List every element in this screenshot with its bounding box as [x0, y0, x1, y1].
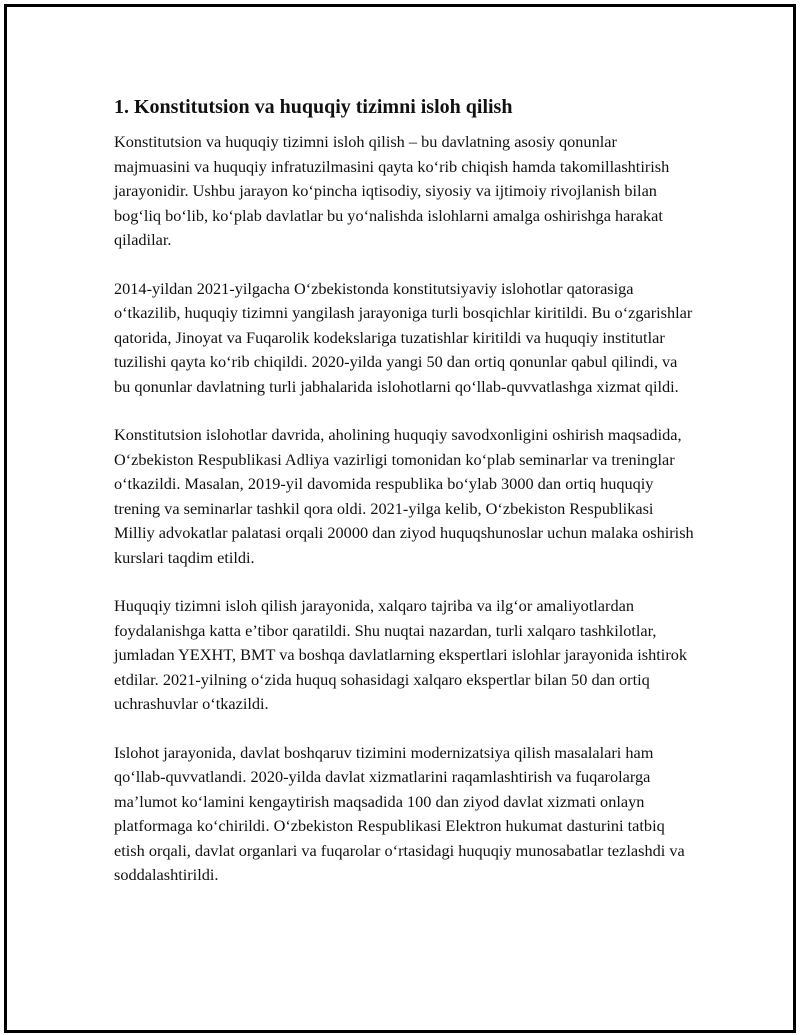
document-body [114, 94, 694, 912]
section-heading: 1. Konstitutsion va huquqiy tizimni isloh qilish [114, 96, 513, 118]
paragraph-2: 2014-yildan 2021-yilgacha O‘zbekistonda konstitutsiyaviy islohotlar qatorasiga o‘tkazilib, huquqiy tizimni yangilash jarayoniga turli bosqichlar kiritildi. Bu o‘zgarishlar qatorida, Jinoyat va Fuqarolik kodekslariga tuzatishlar kiritildi va huquqiy institutlar tuzilishi qayta ko‘rib chiqildi. 2020-yilda yangi 50 dan ortiq qonunlar qabul qilindi, va bu qonunlar davlatning turli jabhalarida islohotlarni qo‘llab-quvvatlashga xizmat qildi. [114, 278, 693, 396]
paragraph-4: Huquqiy tizimni isloh qilish jarayonida, xalqaro tajriba va ilg‘or amaliyotlardan foydalanishga katta e’tibor qaratildi. Shu nuqtai nazardan, turli xalqaro tashkilotlar, jumladan YEXHT, BMT va boshqa davlatlarning ekspertlari islohlar jarayonida ishtirok etdilar. 2021-yilning o‘zida huquq sohasidagi xalqaro ekspertlar bilan 50 dan ortiq uchrashuvlar o‘tkazildi. [114, 596, 688, 713]
paragraph-3: Konstitutsion islohotlar davrida, aholining huquqiy savodxonligini oshirish maqsadida, O‘zbekiston Respublikasi Adliya vazirligi tomonidan ko‘plab seminarlar va treninglar o‘tkazildi. Masalan, 2019-yil davomida respublika bo‘ylab 3000 dan ortiq huquqiy trening va seminarlar tashkil qora oldi. 2021-yilga kelib, O‘zbekiston Respublikasi Milliy advokatlar palatasi orqali 20000 dan ziyod huquqshunoslar uchun malaka oshirish kurslari taqdim etildi. [114, 425, 694, 567]
paragraph-1: Konstitutsion va huquqiy tizimni isloh qilish – bu davlatning asosiy qonunlar majmuasini va huquqiy infratuzilmasini qayta ko‘rib chiqish hamda takomillashtirish jarayonidir. Ushbu jarayon ko‘pincha iqtisodiy, siyosiy va ijtimoiy rivojlanish bilan bog‘liq bo‘lib, ko‘plab davlatlar bu yo‘nalishda islohlarni amalga oshirishga harakat qiladilar. [114, 132, 670, 249]
paragraph-5: Islohot jarayonida, davlat boshqaruv tizimini modernizatsiya qilish masalalari ham qo‘llab-quvvatlandi. 2020-yilda davlat xizmatlarini raqamlashtirish va fuqarolarga ma’lumot ko‘lamini kengaytirish maqsadida 100 dan ziyod davlat xizmati onlayn platformaga ko‘chirildi. O‘zbekiston Respublikasi Elektron hukumat dasturini tatbiq etish orqali, davlat organlari va fuqarolar o‘rtasidagi huquqiy munosabatlar tezlashdi va soddalashtirildi. [114, 742, 685, 884]
